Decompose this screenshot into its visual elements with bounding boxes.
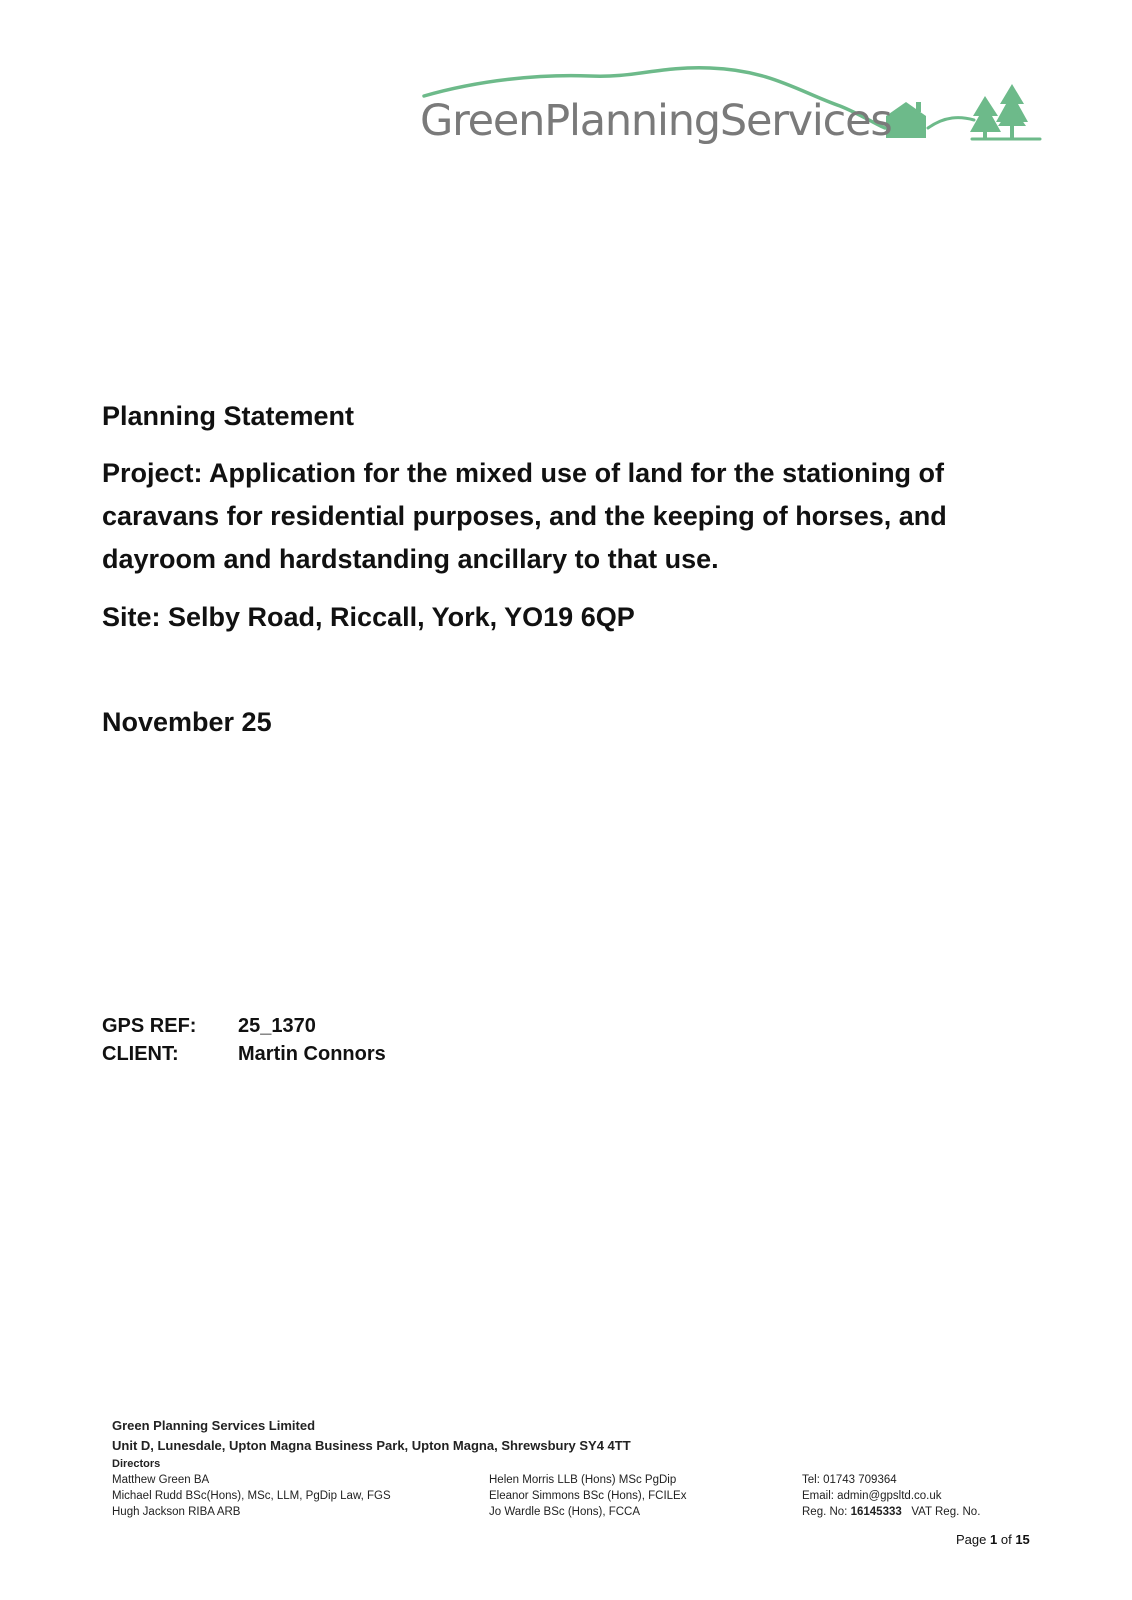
page-footer [112, 1416, 1032, 1520]
page-current: 1 [990, 1532, 998, 1547]
footer-company: Green Planning Services Limited [112, 1418, 316, 1433]
client-row [102, 1040, 386, 1068]
house-icon [886, 102, 926, 138]
footer-email: Email: admin@gpsltd.co.uk [802, 1490, 942, 1502]
document-date: November 25 [102, 707, 272, 737]
footer-registration [802, 1504, 1032, 1520]
directors-column-1 [112, 1472, 489, 1520]
footer-directors-label: Directors [112, 1458, 161, 1470]
director-name: Hugh Jackson RIBA ARB [112, 1506, 241, 1518]
gps-ref-row [102, 1012, 386, 1040]
contact-column [802, 1472, 1032, 1520]
reference-details [102, 1012, 386, 1068]
reg-number: 16145333 [850, 1506, 902, 1518]
client-label: CLIENT: [102, 1043, 179, 1065]
document-heading: Planning Statement [102, 401, 355, 431]
logo-wordmark: GreenPlanningServices [420, 96, 892, 146]
gps-ref-label: GPS REF: [102, 1015, 197, 1037]
project-description: Project: Application for the mixed use of land for the stationing of caravans for residential purposes, and the keeping of horses, and dayroom and hardstanding ancillary to that use. [102, 458, 947, 574]
title-block [102, 400, 1002, 633]
footer-address: Unit D, Lunesdale, Upton Magna Business Park, Upton Magna, Shrewsbury SY4 4TT [112, 1438, 631, 1453]
page-label: Page [956, 1532, 987, 1547]
page-number [956, 1532, 1030, 1547]
client-value: Martin Connors [238, 1043, 386, 1065]
director-name: Jo Wardle BSc (Hons), FCCA [489, 1506, 641, 1518]
page-total: 15 [1015, 1532, 1030, 1547]
director-name: Eleanor Simmons BSc (Hons), FCILEx [489, 1490, 687, 1502]
footer-tel: Tel: 01743 709364 [802, 1474, 897, 1486]
company-logo [420, 62, 1070, 158]
director-name: Helen Morris LLB (Hons) MSc PgDip [489, 1474, 677, 1486]
directors-column-2 [489, 1472, 802, 1520]
trees-icon [970, 84, 1040, 140]
reg-label: Reg. No: [802, 1506, 848, 1518]
director-name: Matthew Green BA [112, 1474, 210, 1486]
page-of: of [1000, 1532, 1012, 1547]
site-address: Site: Selby Road, Riccall, York, YO19 6QP [102, 602, 635, 632]
footer-columns [112, 1472, 1032, 1520]
director-name: Michael Rudd BSc(Hons), MSc, LLM, PgDip Law, FGS [112, 1490, 391, 1502]
vat-label: VAT Reg. No. [911, 1506, 981, 1518]
gps-ref-value: 25_1370 [238, 1015, 316, 1037]
